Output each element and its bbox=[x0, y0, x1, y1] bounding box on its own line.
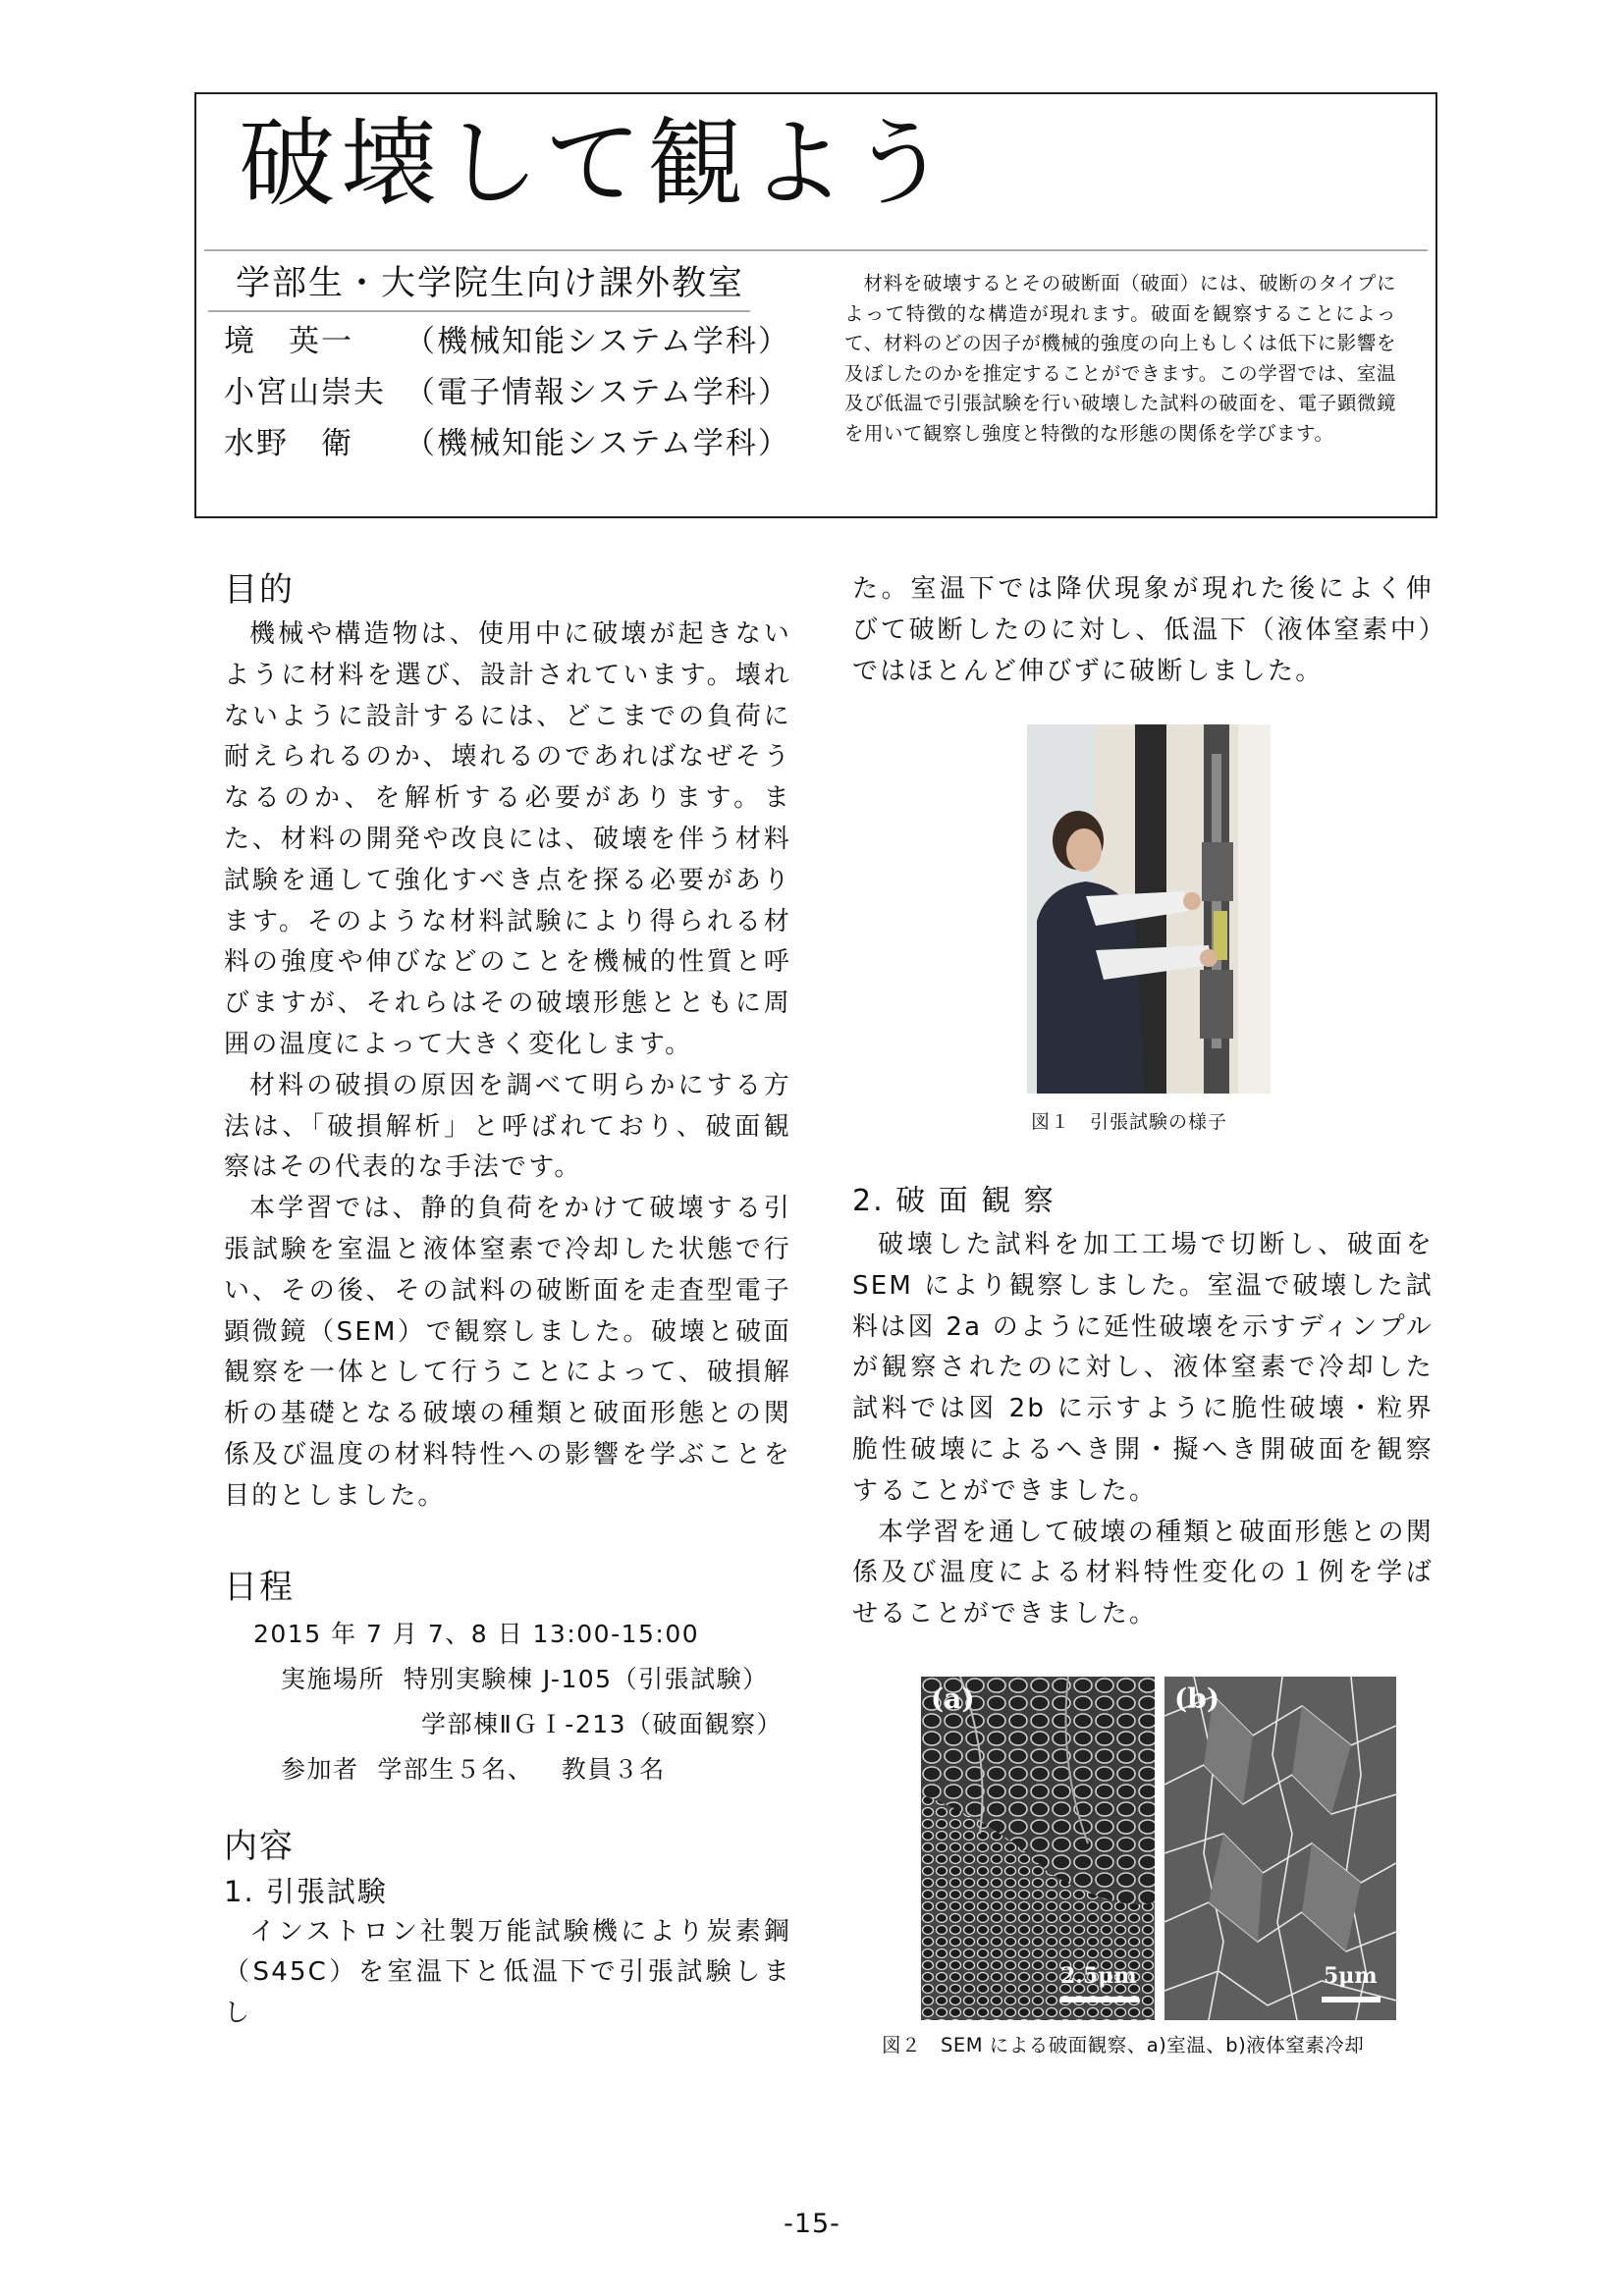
tensile-test-photo bbox=[1027, 724, 1271, 1094]
fracture-heading: 2. 破 面 観 察 bbox=[852, 1184, 1056, 1218]
fracture-section bbox=[852, 1178, 1434, 1635]
schedule-heading: 日程 bbox=[224, 1567, 295, 1607]
fracture-paragraph: 本学習を通して破壊の種類と破面形態との関係及び温度による材料特性変化の１例を学ばせることができました。 bbox=[852, 1517, 1434, 1629]
tensile-heading: 1. 引張試験 bbox=[224, 1874, 388, 1908]
participants-label: 参加者 bbox=[281, 1754, 359, 1784]
schedule-date: 2015 年 7 月 7、8 日 13:00-15:00 bbox=[253, 1619, 700, 1648]
page-number: -15- bbox=[784, 2209, 840, 2239]
schedule-venue bbox=[224, 1657, 791, 1702]
purpose-paragraph: 機械や構造物は、使用中に破壊が起きないように材料を選び、設計されています。壊れないように設計するには、どこまでの負荷に耐えられるのか、壊れるのであればなぜそうなるのか、を解析する必要があります。また、材料の開発や改良には、破壊を伴う材料試験を通して強化すべき点を探る必要があります。そのような材料試験により得られる材料の強度や伸びなどのことを機械的性質と呼びますが、それらはその破壊形態とともに周囲の温度によって大きく変化します。 bbox=[224, 619, 791, 1059]
author bbox=[224, 418, 790, 469]
schedule-participants bbox=[224, 1747, 791, 1792]
sem-image-room-temp bbox=[921, 1677, 1155, 2020]
right-column bbox=[852, 569, 1434, 692]
fracture-paragraph: 破壊した試料を加工工場で切断し、破面をSEM により観察しました。室温で破壊した試料は図 2a のように延性破壊を示すディンプルが観察されたのに対し、液体窒素で冷却した試料では図 2b に示すように脆性破壊・粒界脆性破壊によるへき開・擬へき開破面を観察することができました。 bbox=[852, 1230, 1435, 1506]
venue-1: 特別実験棟 J-105（引張試験） bbox=[403, 1664, 769, 1693]
subtitle-divider bbox=[208, 310, 750, 312]
author-name: 水野 衛 bbox=[224, 426, 353, 461]
fig2b-scale-bar bbox=[1322, 1997, 1380, 2002]
fig2b-label: (b) bbox=[1174, 1682, 1220, 1715]
fig2a-scale-label: 2.5μm bbox=[1060, 1963, 1137, 1989]
venue-label: 実施場所 bbox=[281, 1664, 386, 1693]
author-dept: （電子情報システム学科） bbox=[405, 375, 790, 410]
schedule-block bbox=[224, 1612, 791, 1792]
author bbox=[224, 367, 790, 418]
purpose-paragraph: 材料の破損の原因を調べて明らかにする方法は、「破損解析」と呼ばれており、破面観察はその代表的な手法です。 bbox=[224, 1070, 791, 1183]
sem-image-liquid-nitrogen bbox=[1164, 1677, 1396, 2020]
participants-faculty: 教員３名 bbox=[561, 1754, 666, 1784]
author-name: 小宮山崇夫 bbox=[224, 375, 386, 410]
tensile-text-left: インストロン社製万能試験機により炭素鋼（S45C）を室温下と低温下で引張試験しまし bbox=[224, 1916, 791, 2029]
author-dept: （機械知能システム学科） bbox=[405, 324, 790, 359]
subtitle: 学部生・大学院生向け課外教室 bbox=[236, 264, 745, 303]
author-name: 境 英一 bbox=[224, 324, 353, 359]
left-column bbox=[224, 565, 791, 2035]
fig2a-label: (a) bbox=[931, 1682, 975, 1715]
purpose-heading: 目的 bbox=[224, 570, 295, 610]
author bbox=[224, 316, 790, 367]
title-divider bbox=[204, 249, 1428, 251]
figure-1-caption: 図１ 引張試験の様子 bbox=[1031, 1111, 1228, 1133]
fig2b-scale-label: 5μm bbox=[1324, 1963, 1378, 1989]
venue-2: 学部棟ⅡＧＩ-213（破面観察） bbox=[421, 1709, 784, 1738]
participants-students: 学部生５名、 bbox=[377, 1754, 534, 1784]
author-dept: （機械知能システム学科） bbox=[405, 426, 790, 461]
content-heading: 内容 bbox=[224, 1826, 295, 1866]
purpose-paragraph: 本学習では、静的負荷をかけて破壊する引張試験を室温と液体窒素で冷却した状態で行い、その後、その試料の破断面を走査型電子顕微鏡（SEM）で観察しました。破壊と破面観察を一体として行うことによって、破損解析の基礎となる破壊の種類と破面形態との関係及び温度の材料特性への影響を学ぶことを目的としました。 bbox=[224, 1194, 791, 1511]
figure-2-caption: 図２ SEM による破面観察、a)室温、b)液体窒素冷却 bbox=[882, 2034, 1365, 2056]
fig2a-scale-bar bbox=[1060, 1997, 1139, 2002]
abstract: 材料を破壊するとその破断面（破面）には、破断のタイプによって特徴的な構造が現れます。破面を観察することによって、材料のどの因子が機械的強度の向上もしくは低下に影響を及ぼしたのかを推定することができます。この学習では、室温及び低温で引張試験を行い破壊した試料の破面を、電子顕微鏡を用いて観察し強度と特徴的な形態の関係を学びます。 bbox=[844, 272, 1396, 445]
tensile-text-right: た。室温下では降伏現象が現れた後によく伸びて破断したのに対し、低温下（液体窒素中）ではほとんど伸びずに破断しました。 bbox=[852, 574, 1434, 686]
page-title: 破壊して観よう bbox=[239, 108, 954, 220]
author-list bbox=[224, 316, 790, 469]
